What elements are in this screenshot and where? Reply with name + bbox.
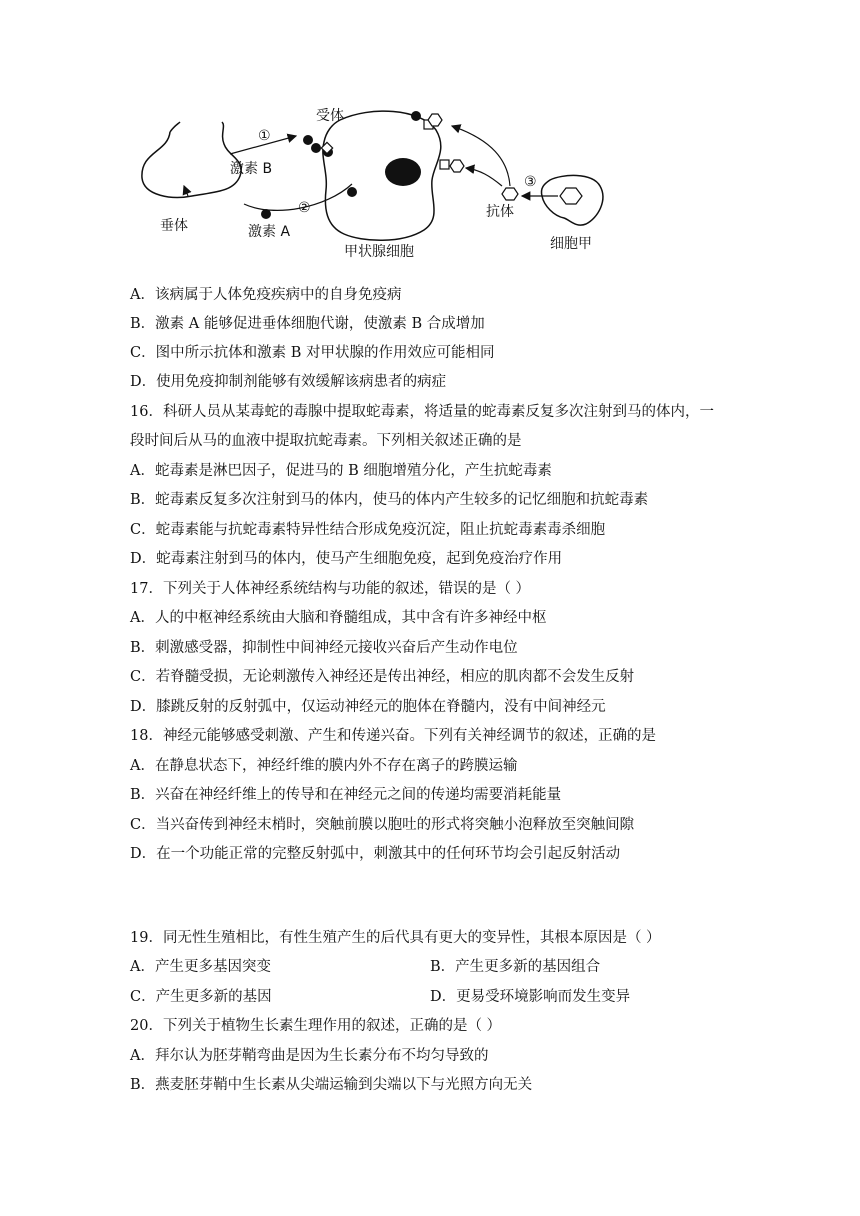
q19-stem: 19．同无性生殖相比，有性生殖产生的后代具有更大的变异性，其根本原因是（ ）: [130, 930, 661, 946]
q18-option-a: A．在静息状态下，神经纤维的膜内外不存在离子的跨膜运输: [130, 758, 518, 774]
thyroid-immune-diagram: [130, 100, 620, 270]
pituitary-shape: [142, 122, 241, 197]
thyroid-cell-shape: [323, 111, 441, 240]
q20-option-a: A．拜尔认为胚芽鞘弯曲是因为生长素分布不均匀导致的: [130, 1048, 489, 1064]
pituitary-label: 垂体: [160, 218, 188, 234]
q19-option-a: A．产生更多基因突变: [130, 959, 271, 975]
q16-option-c: C．蛇毒素能与抗蛇毒素特异性结合形成免疫沉淀，阻止抗蛇毒素毒杀细胞: [130, 522, 606, 538]
q16-stem-line2: 段时间后从马的血液中提取抗蛇毒素。下列相关叙述正确的是: [130, 433, 522, 449]
step-1-label: ①: [258, 128, 271, 144]
antibody-in-cell-jia: [560, 188, 582, 204]
q18-option-d: D．在一个功能正常的完整反射弧中，刺激其中的任何环节均会引起反射活动: [130, 846, 621, 862]
q17-option-b: B．刺激感受器，抑制性中间神经元接收兴奋后产生动作电位: [130, 640, 518, 656]
q16-option-a: A．蛇毒素是淋巴因子，促进马的 B 细胞增殖分化，产生抗蛇毒素: [130, 463, 552, 479]
q15-option-b: B．激素 A 能够促进垂体细胞代谢，使激素 B 合成增加: [130, 316, 485, 332]
q16-stem-line1: 16．科研人员从某毒蛇的毒腺中提取蛇毒素，将适量的蛇毒素反复多次注射到马的体内，一: [130, 404, 714, 420]
q20-option-b: B．燕麦胚芽鞘中生长素从尖端运输到尖端以下与光照方向无关: [130, 1077, 533, 1093]
antibody-label: 抗体: [486, 204, 514, 220]
q20-stem: 20．下列关于植物生长素生理作用的叙述，正确的是（ ）: [130, 1018, 502, 1034]
q17-option-a: A．人的中枢神经系统由大脑和脊髓组成，其中含有许多神经中枢: [130, 610, 547, 626]
cell-jia-label: 细胞甲: [550, 236, 592, 252]
q15-option-d: D．使用免疫抑制剂能够有效缓解该病患者的病症: [130, 374, 447, 390]
step-3-label: ③: [524, 174, 537, 190]
pituitary-stalk: [170, 122, 180, 132]
q16-option-b: B．蛇毒素反复多次注射到马的体内，使马的体内产生较多的记忆细胞和抗蛇毒素: [130, 492, 649, 508]
receptor-label: 受体: [316, 108, 344, 124]
q17-stem: 17．下列关于人体神经系统结构与功能的叙述，错误的是（ ）: [130, 581, 531, 597]
q15-option-a: A．该病属于人体免疫疾病中的自身免疫病: [130, 287, 402, 303]
q18-option-b: B．兴奋在神经纤维上的传导和在神经元之间的传递均需要消耗能量: [130, 787, 562, 803]
q19-option-d: D．更易受环境影响而发生变异: [430, 989, 631, 1005]
hormone-b-label: 激素 B: [230, 161, 273, 177]
q16-option-d: D．蛇毒素注射到马的体内，使马产生细胞免疫，起到免疫治疗作用: [130, 551, 563, 567]
diagram-svg: [130, 100, 620, 270]
q17-option-c: C．若脊髓受损，无论刺激传入神经还是传出神经，相应的肌肉都不会发生反射: [130, 669, 635, 685]
q15-option-c: C．图中所示抗体和激素 B 对甲状腺的作用效应可能相同: [130, 345, 495, 361]
nucleus: [385, 158, 421, 186]
antibody-symbol: [502, 188, 518, 200]
cell-jia-shape: [541, 175, 602, 225]
q18-stem: 18．神经元能够感受刺激、产生和传递兴奋。下列有关神经调节的叙述，正确的是: [130, 728, 656, 744]
thyroid-cell-label: 甲状腺细胞: [344, 244, 414, 260]
hormone-a-label: 激素 A: [248, 224, 291, 240]
q19-option-b: B．产生更多新的基因组合: [430, 959, 601, 975]
step-2-label: ②: [298, 200, 311, 216]
q18-option-c: C．当兴奋传到神经末梢时，突触前膜以胞吐的形式将突触小泡释放至突触间隙: [130, 817, 635, 833]
q17-option-d: D．膝跳反射的反射弧中，仅运动神经元的胞体在脊髓内，没有中间神经元: [130, 699, 606, 715]
q19-option-c: C．产生更多新的基因: [130, 989, 272, 1005]
